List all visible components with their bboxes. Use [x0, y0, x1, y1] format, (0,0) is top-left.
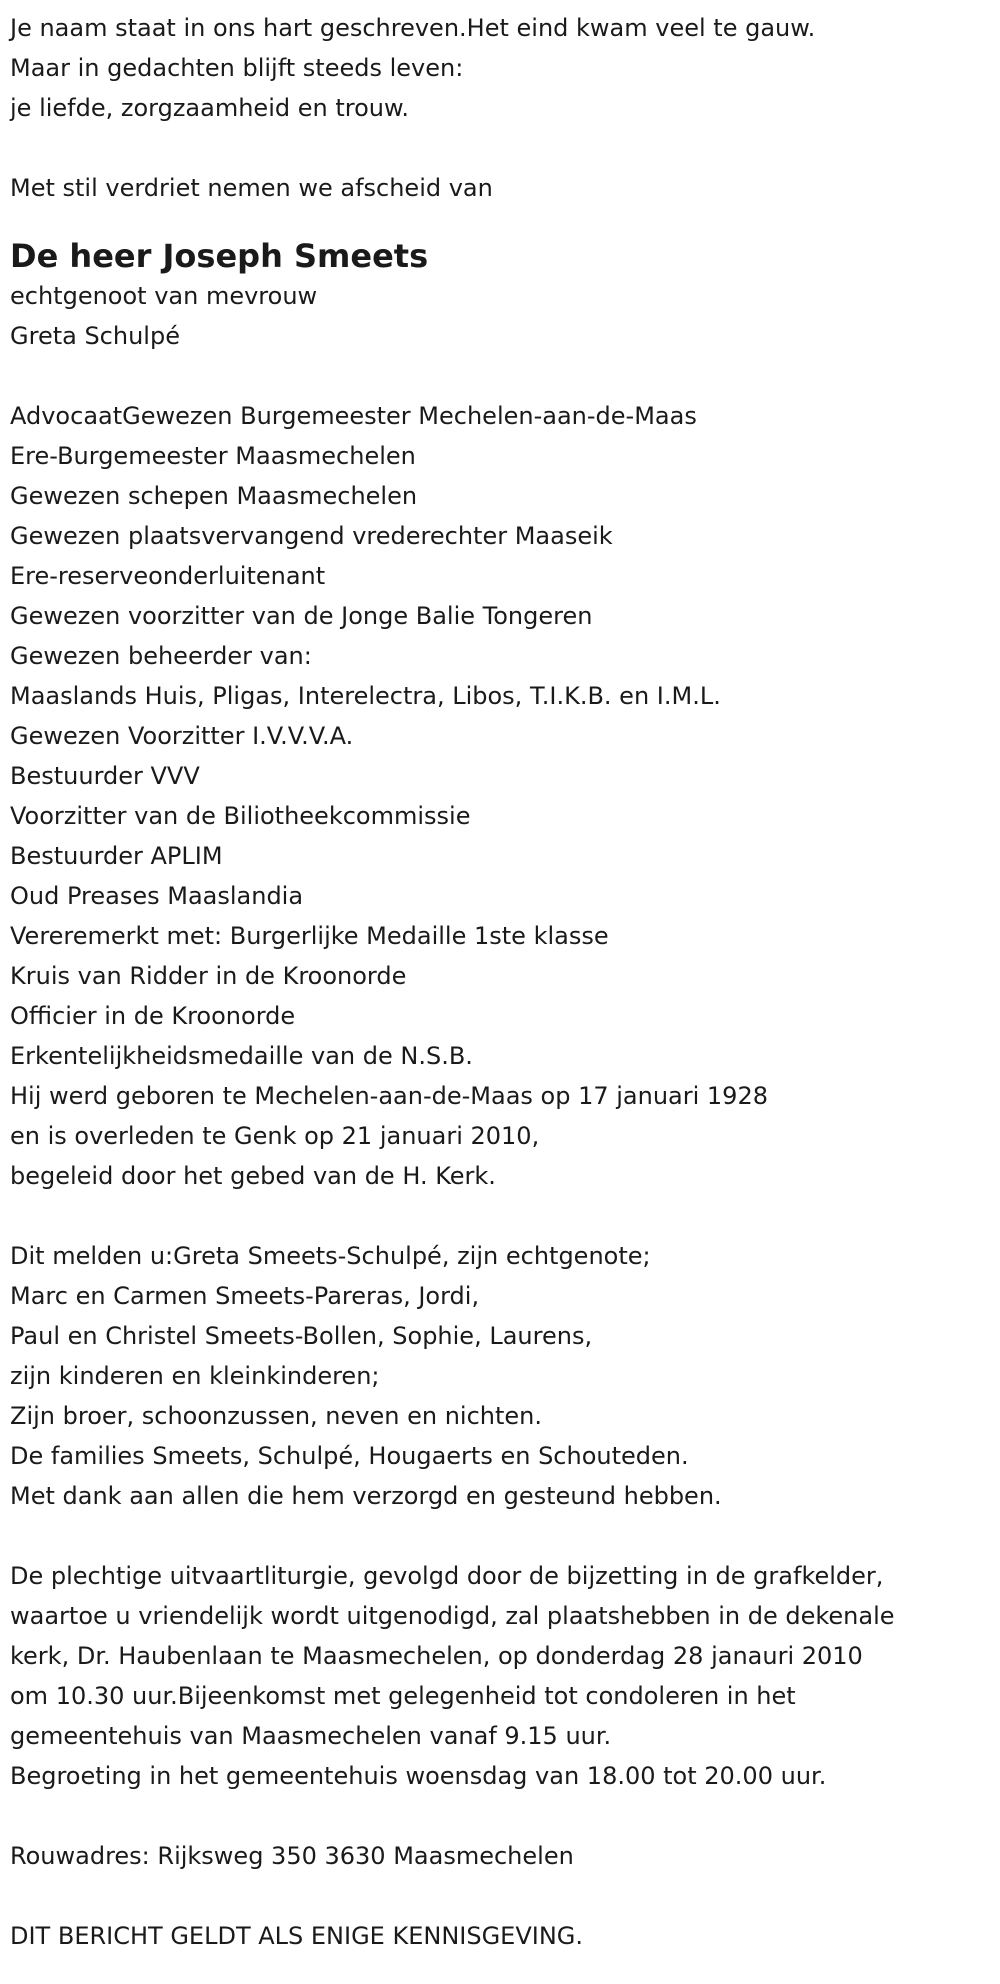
poem-line: Maar in gedachten blijft steeds leven: — [10, 54, 464, 82]
spacer — [10, 1196, 995, 1236]
spacer — [10, 1876, 995, 1916]
family-line: Marc en Carmen Smeets-Pareras, Jordi, — [10, 1282, 480, 1310]
title-line: Oud Preases Maaslandia — [10, 882, 304, 910]
spouse-line: echtgenoot van mevrouw — [10, 282, 318, 310]
title-line: Gewezen schepen Maasmechelen — [10, 482, 418, 510]
title-line: Vereremerkt met: Burgerlijke Medaille 1ste klasse — [10, 922, 609, 950]
poem — [10, 8, 995, 128]
title-line: Erkentelijkheidsmedaille van de N.S.B. — [10, 1042, 473, 1070]
death-line: en is overleden te Genk op 21 januari 2010, — [10, 1122, 540, 1150]
title-line: Maaslands Huis, Pligas, Interelectra, Libos, T.I.K.B. en I.M.L. — [10, 682, 721, 710]
mourning-address: Rouwadres: Rijksweg 350 3630 Maasmechelen — [10, 1842, 574, 1870]
intro-text: Met stil verdriet nemen we afscheid van — [10, 174, 493, 202]
titles-list — [10, 396, 995, 1196]
spacer — [10, 128, 995, 168]
title-line: Gewezen plaatsvervangend vrederechter Maaseik — [10, 522, 613, 550]
poem-line: je liefde, zorgzaamheid en trouw. — [10, 94, 410, 122]
spacer — [10, 1796, 995, 1836]
title-line: Kruis van Ridder in de Kroonorde — [10, 962, 407, 990]
spacer — [10, 1516, 995, 1556]
notice-text: DIT BERICHT GELDT ALS ENIGE KENNISGEVING. — [10, 1922, 584, 1950]
title-line: Officier in de Kroonorde — [10, 1002, 296, 1030]
church-line: begeleid door het gebed van de H. Kerk. — [10, 1162, 496, 1190]
ceremony-line: om 10.30 uur.Bijeenkomst met gelegenheid tot condoleren in het — [10, 1682, 796, 1710]
title-line: Gewezen voorzitter van de Jonge Balie Tongeren — [10, 602, 593, 630]
title-line: Ere-Burgemeester Maasmechelen — [10, 442, 416, 470]
ceremony-line: De plechtige uitvaartliturgie, gevolgd door de bijzetting in de grafkelder, — [10, 1562, 884, 1590]
spouse-line: Greta Schulpé — [10, 322, 180, 350]
thanks-line: Met dank aan allen die hem verzorgd en gesteund hebben. — [10, 1482, 722, 1510]
family-line: Zijn broer, schoonzussen, neven en nichten. — [10, 1402, 542, 1430]
obituary-notice — [10, 8, 995, 1956]
ceremony-line: waartoe u vriendelijk wordt uitgenodigd, zal plaatshebben in de dekenale — [10, 1602, 895, 1630]
title-line: AdvocaatGewezen Burgemeester Mechelen-aan-de-Maas — [10, 402, 697, 430]
title-line: Bestuurder APLIM — [10, 842, 223, 870]
poem-line: Je naam staat in ons hart geschreven.Het eind kwam veel te gauw. — [10, 14, 816, 42]
ceremony-paragraph — [10, 1556, 995, 1796]
ceremony-line: kerk, Dr. Haubenlaan te Maasmechelen, op donderdag 28 janauri 2010 — [10, 1642, 863, 1670]
birth-line: Hij werd geboren te Mechelen-aan-de-Maas op 17 januari 1928 — [10, 1082, 768, 1110]
family-line: De families Smeets, Schulpé, Hougaerts en Schouteden. — [10, 1442, 689, 1470]
title-line: Voorzitter van de Biliotheekcommissie — [10, 802, 471, 830]
title-line: Bestuurder VVV — [10, 762, 200, 790]
family-line: Paul en Christel Smeets-Bollen, Sophie, Laurens, — [10, 1322, 593, 1350]
family-line: Dit melden u:Greta Smeets-Schulpé, zijn echtgenote; — [10, 1242, 651, 1270]
title-line: Ere-reserveonderluitenant — [10, 562, 326, 590]
spacer — [10, 356, 995, 396]
deceased-name: De heer Joseph Smeets — [10, 237, 429, 275]
family-list — [10, 1236, 995, 1516]
ceremony-line: gemeentehuis van Maasmechelen vanaf 9.15 uur. — [10, 1722, 612, 1750]
title-line: Gewezen beheerder van: — [10, 642, 312, 670]
ceremony-line: Begroeting in het gemeentehuis woensdag van 18.00 tot 20.00 uur. — [10, 1762, 827, 1790]
title-line: Gewezen Voorzitter I.V.V.V.A. — [10, 722, 354, 750]
family-line: zijn kinderen en kleinkinderen; — [10, 1362, 380, 1390]
